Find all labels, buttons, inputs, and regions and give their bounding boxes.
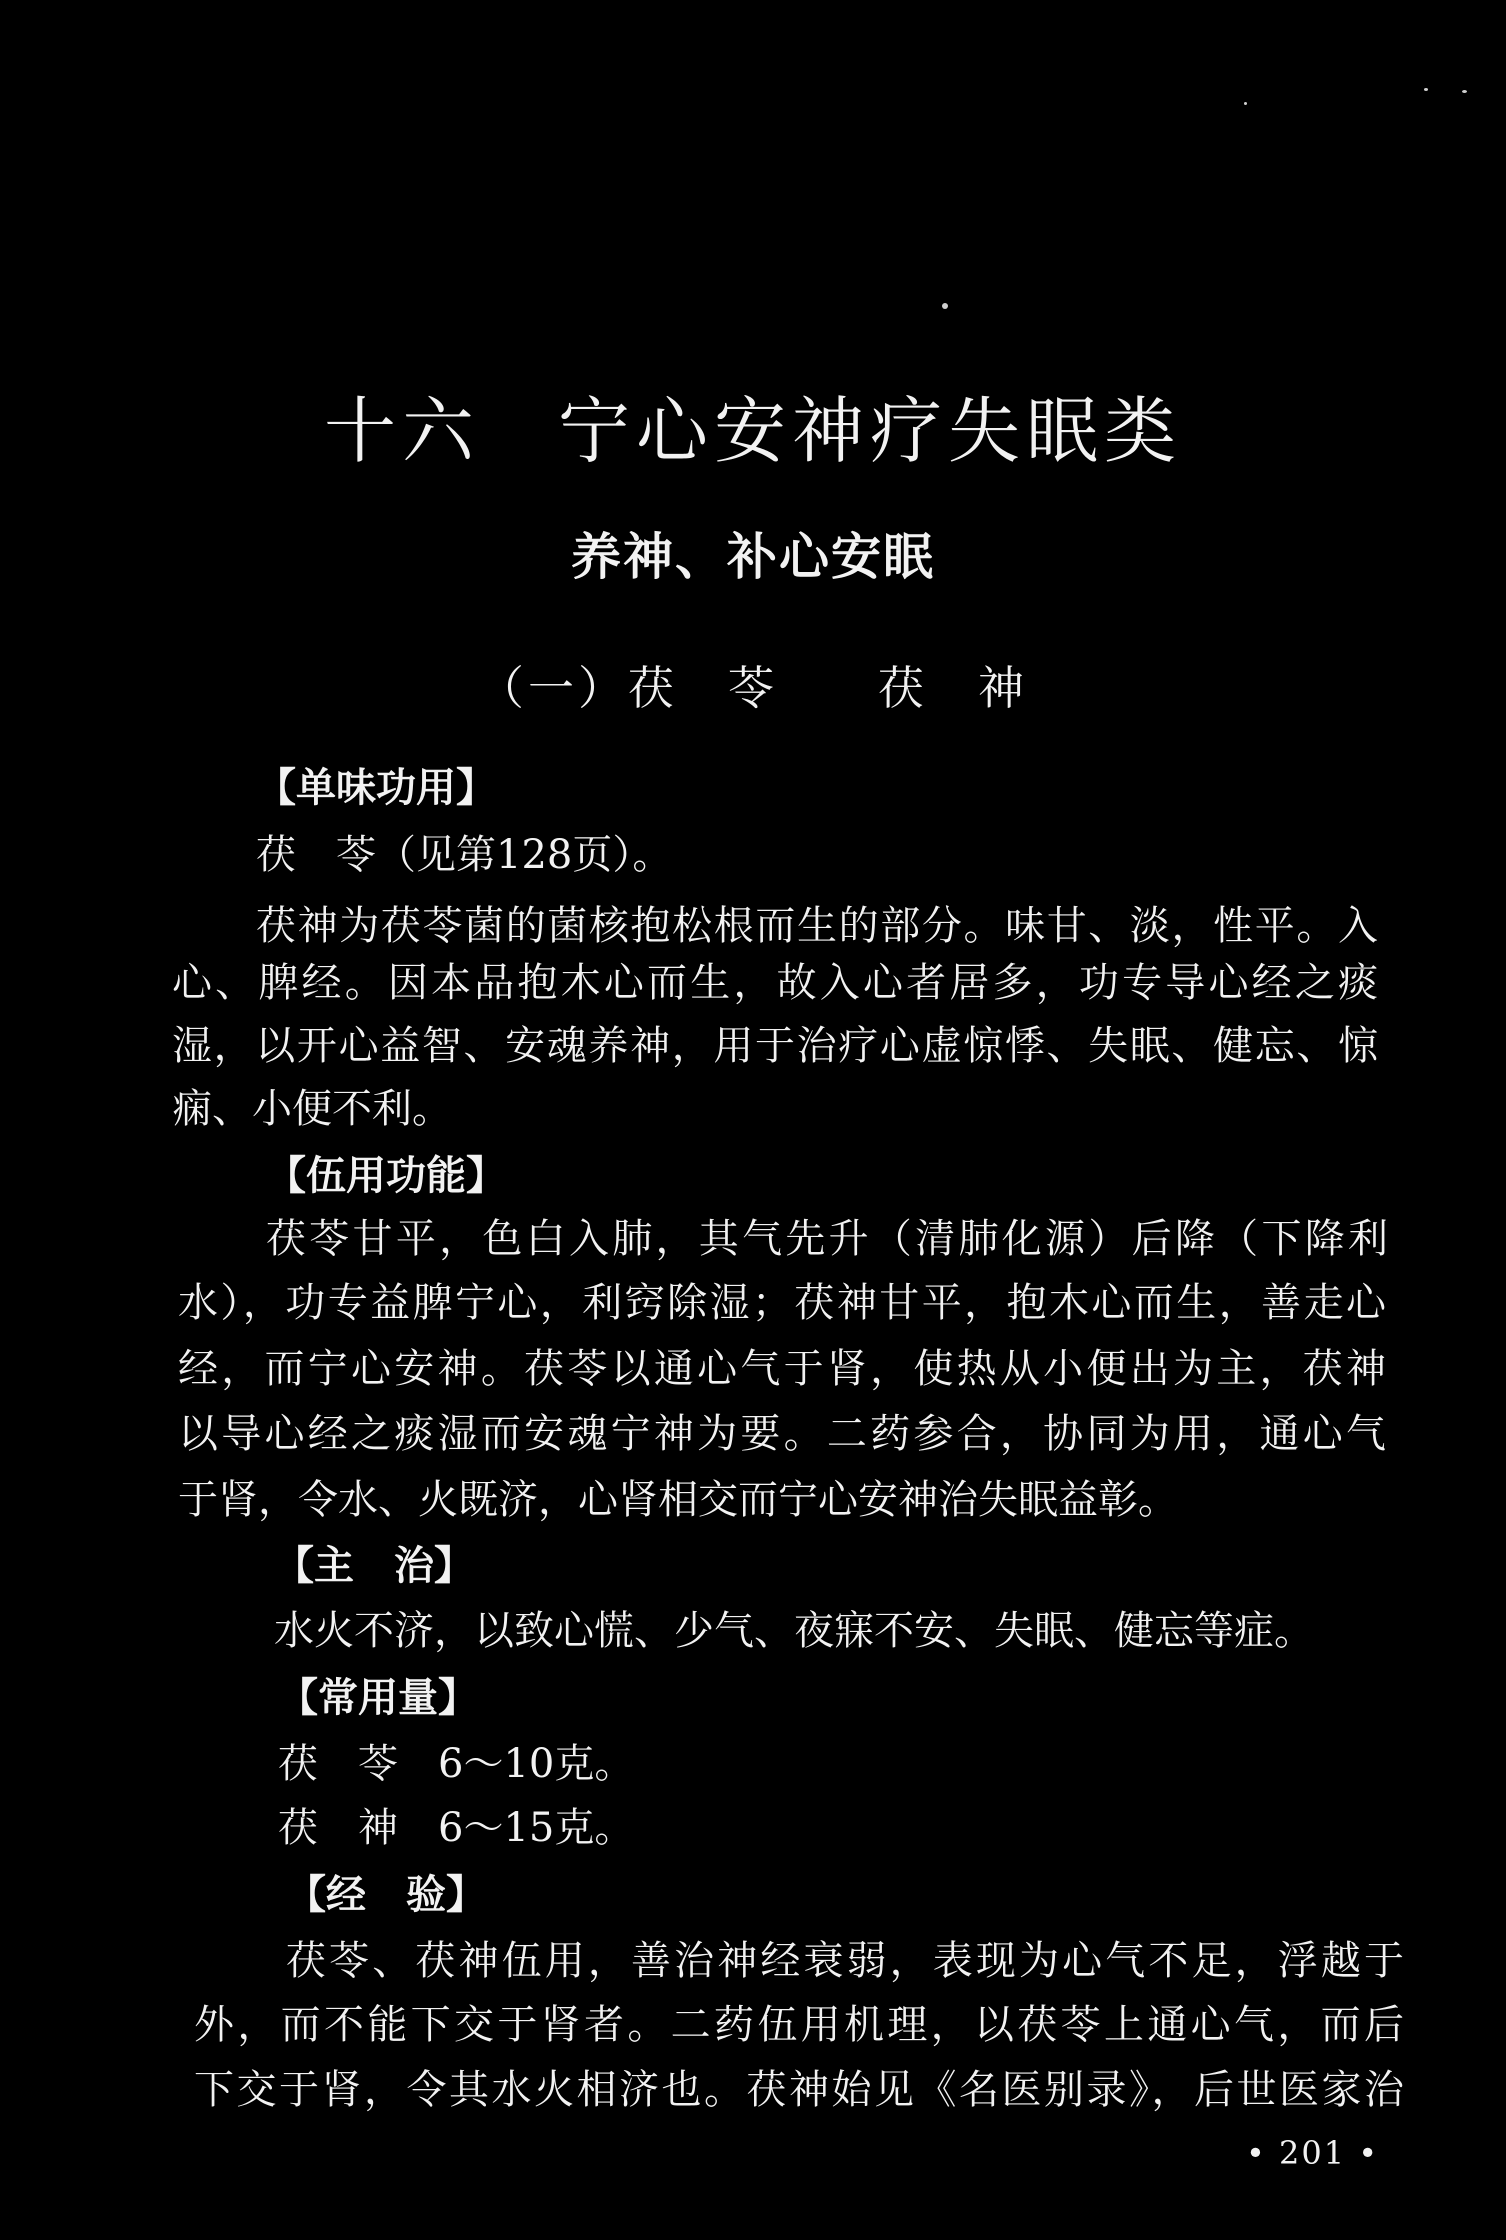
scan-speck — [942, 303, 948, 309]
text-line: 经，而宁心安神。茯苓以通心气于肾，使热从小便出为主，茯神 — [178, 1346, 1386, 1392]
text-line: 茯神为茯苓菌的菌核抱松根而生的部分。味甘、淡，性平。入 — [256, 903, 1378, 949]
scan-speck — [1244, 102, 1247, 105]
text-line: 茯 苓（见第128页）。 — [256, 832, 673, 878]
section-title: 养神、补心安眠 — [571, 528, 935, 586]
page-number: • 201 • — [1246, 2134, 1380, 2172]
scan-speck — [1462, 90, 1467, 93]
dosage-line: 茯 苓 6～10克。 — [278, 1741, 635, 1787]
text-line: 于肾，令水、火既济，心肾相交而宁心安神治失眠益彰。 — [178, 1477, 1178, 1523]
text-line: 外，而不能下交于肾者。二药伍用机理，以茯苓上通心气，而后 — [194, 2002, 1404, 2048]
herb-title: （一）茯 苓 茯 神 — [478, 661, 1028, 715]
heading-combined-use: 【伍用功能】 — [266, 1153, 506, 1199]
dosage-line: 茯 神 6～15克。 — [278, 1805, 635, 1851]
chapter-title: 十六 宁心安神疗失眠类 — [323, 389, 1182, 473]
heading-experience: 【经 验】 — [286, 1872, 486, 1918]
text-line: 水），功专益脾宁心，利窍除湿；茯神甘平，抱木心而生，善走心 — [178, 1280, 1386, 1326]
text-line: 痫、小便不利。 — [172, 1086, 452, 1132]
text-line: 心、脾经。因本品抱木心而生，故入心者居多，功专导心经之痰 — [172, 960, 1378, 1006]
text-line: 湿，以开心益智、安魂养神，用于治疗心虚惊悸、失眠、健忘、惊 — [172, 1023, 1378, 1069]
heading-single-use: 【单味功用】 — [256, 765, 496, 811]
text-line: 以导心经之痰湿而安魂宁神为要。二药参合，协同为用，通心气 — [178, 1411, 1386, 1457]
text-line: 茯苓甘平，色白入肺，其气先升（清肺化源）后降（下降利 — [266, 1216, 1388, 1262]
scan-speck — [1424, 88, 1428, 91]
text-line: 下交于肾，令其水火相济也。茯神始见《名医别录》，后世医家治 — [194, 2067, 1404, 2113]
text-line: 水火不济，以致心慌、少气、夜寐不安、失眠、健忘等症。 — [274, 1608, 1314, 1654]
heading-indication: 【主 治】 — [274, 1543, 474, 1589]
heading-dosage: 【常用量】 — [278, 1675, 478, 1721]
text-line: 茯苓、茯神伍用，善治神经衰弱，表现为心气不足，浮越于 — [286, 1938, 1404, 1984]
